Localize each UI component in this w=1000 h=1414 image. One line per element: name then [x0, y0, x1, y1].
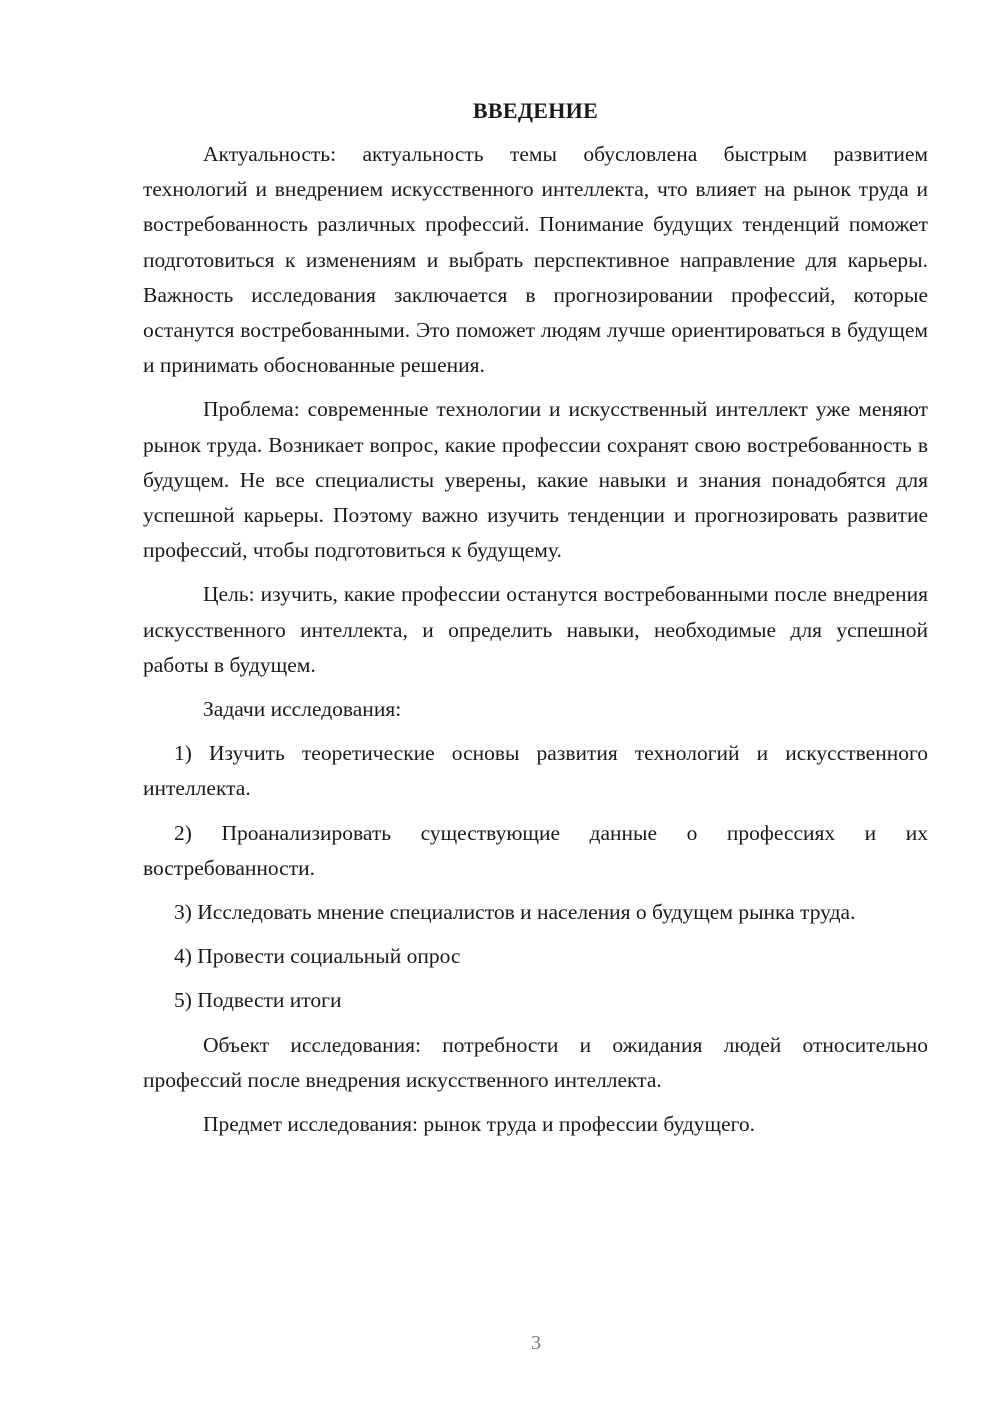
task-item-2: 2) Проанализировать существующие данные о профессиях и их востребованности.: [143, 820, 928, 880]
task-item-1: 1) Изучить теоретические основы развития технологий и искусственного интеллекта.: [143, 741, 928, 801]
page-number: 3: [531, 1332, 541, 1354]
subject-paragraph: Предмет исследования: рынок труда и профессии будущего.: [203, 1112, 756, 1137]
relevance-paragraph: Актуальность: актуальность темы обусловлена быстрым развитием технологий и внедрением искусственного интеллекта, что влияет на рынок труда и востребованность различных профессий. Понимание будущих тенденций поможет подготовиться к изменениям и выбрать перспективное направление для карьеры. Важность исследования заключается в прогнозировании профессий, которые останутся востребованными. Это поможет людям лучше ориентироваться в будущем и принимать обоснованные решения.: [143, 142, 928, 378]
object-paragraph: Объект исследования: потребности и ожидания людей относительно профессий после внедрения искусственного интеллекта.: [143, 1032, 928, 1092]
document-page: [143, 93, 928, 1151]
task-item-5: 5) Подвести итоги: [174, 988, 342, 1013]
tasks-heading: Задачи исследования:: [203, 697, 402, 722]
goal-paragraph: Цель: изучить, какие профессии останутся востребованными после внедрения искусственного интеллекта, и определить навыки, необходимые для успешной работы в будущем.: [143, 582, 928, 677]
task-item-4: 4) Провести социальный опрос: [174, 944, 461, 969]
page-title: ВВЕДЕНИЕ: [472, 98, 599, 123]
problem-paragraph: Проблема: современные технологии и искусственный интеллект уже меняют рынок труда. Возникает вопрос, какие профессии сохранят свою востребованность в будущем. Не все специалисты уверены, какие навыки и знания понадобятся для успешной карьеры. Поэтому важно изучить тенденции и прогнозировать развитие профессий, чтобы подготовиться к будущему.: [143, 397, 928, 563]
task-item-3: 3) Исследовать мнение специалистов и населения о будущем рынка труда.: [174, 900, 856, 925]
